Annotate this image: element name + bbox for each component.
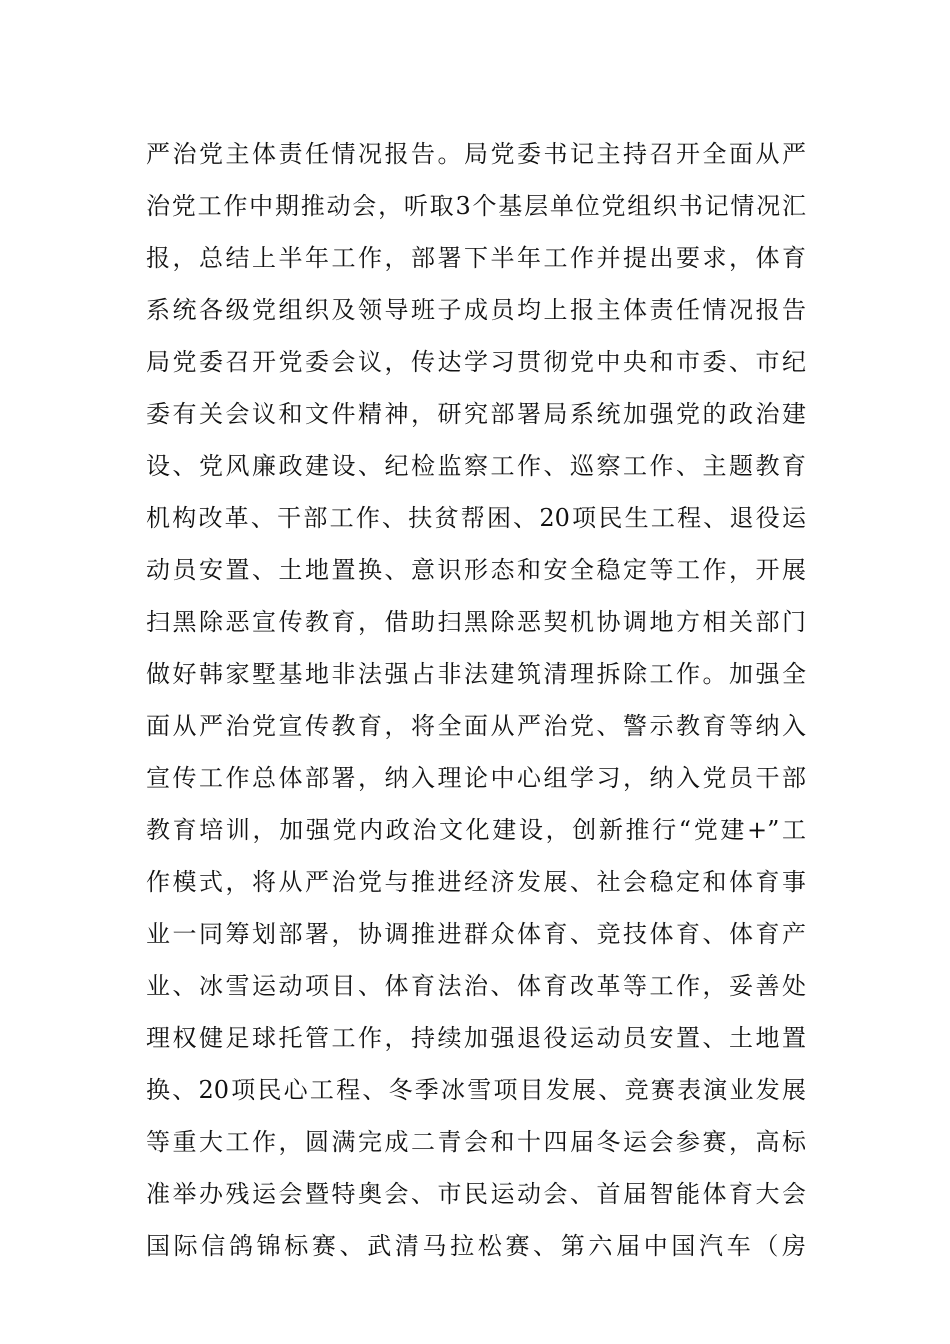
text-line: 扫黑除恶宣传教育，借助扫黑除恶契机协调地方相关部门	[146, 608, 806, 636]
text-line: 系统各级党组织及领导班子成员均上报主体责任情况报告	[146, 296, 806, 324]
text-line: 等重大工作，圆满完成二青会和十四届冬运会参赛，高标	[146, 1128, 806, 1156]
body-text	[146, 128, 806, 1272]
text-line: 业、冰雪运动项目、体育法治、体育改革等工作，妥善处	[146, 972, 806, 1000]
text-line: 国际信鸽锦标赛、武清马拉松赛、第六届中国汽车（房	[146, 1232, 806, 1260]
text-line: 业一同筹划部署，协调推进群众体育、竞技体育、体育产	[146, 920, 806, 948]
text-line: 动员安置、土地置换、意识形态和安全稳定等工作，开展	[146, 556, 806, 584]
text-line: 理权健足球托管工作，持续加强退役运动员安置、土地置	[146, 1024, 806, 1052]
text-line: 作模式，将从严治党与推进经济发展、社会稳定和体育事	[146, 868, 806, 896]
text-line: 治党工作中期推动会，听取3个基层单位党组织书记情况汇	[146, 192, 806, 220]
text-line: 教育培训，加强党内政治文化建设，创新推行“党建+”工	[146, 816, 806, 844]
text-line: 换、20项民心工程、冬季冰雪项目发展、竞赛表演业发展	[146, 1076, 806, 1104]
text-line: 宣传工作总体部署，纳入理论中心组学习，纳入党员干部	[146, 764, 806, 792]
text-line: 机构改革、干部工作、扶贫帮困、20项民生工程、退役运	[146, 504, 806, 532]
text-line: 做好韩家墅基地非法强占非法建筑清理拆除工作。加强全	[146, 660, 806, 688]
text-line: 报，总结上半年工作，部署下半年工作并提出要求，体育	[146, 244, 806, 272]
text-line: 严治党主体责任情况报告。局党委书记主持召开全面从严	[146, 140, 806, 168]
text-line: 准举办残运会暨特奥会、市民运动会、首届智能体育大会	[146, 1180, 806, 1208]
text-line: 委有关会议和文件精神，研究部署局系统加强党的政治建	[146, 400, 806, 428]
text-line: 面从严治党宣传教育，将全面从严治党、警示教育等纳入	[146, 712, 806, 740]
text-line: 局党委召开党委会议，传达学习贯彻党中央和市委、市纪	[146, 348, 806, 376]
text-line: 设、党风廉政建设、纪检监察工作、巡察工作、主题教育	[146, 452, 806, 480]
